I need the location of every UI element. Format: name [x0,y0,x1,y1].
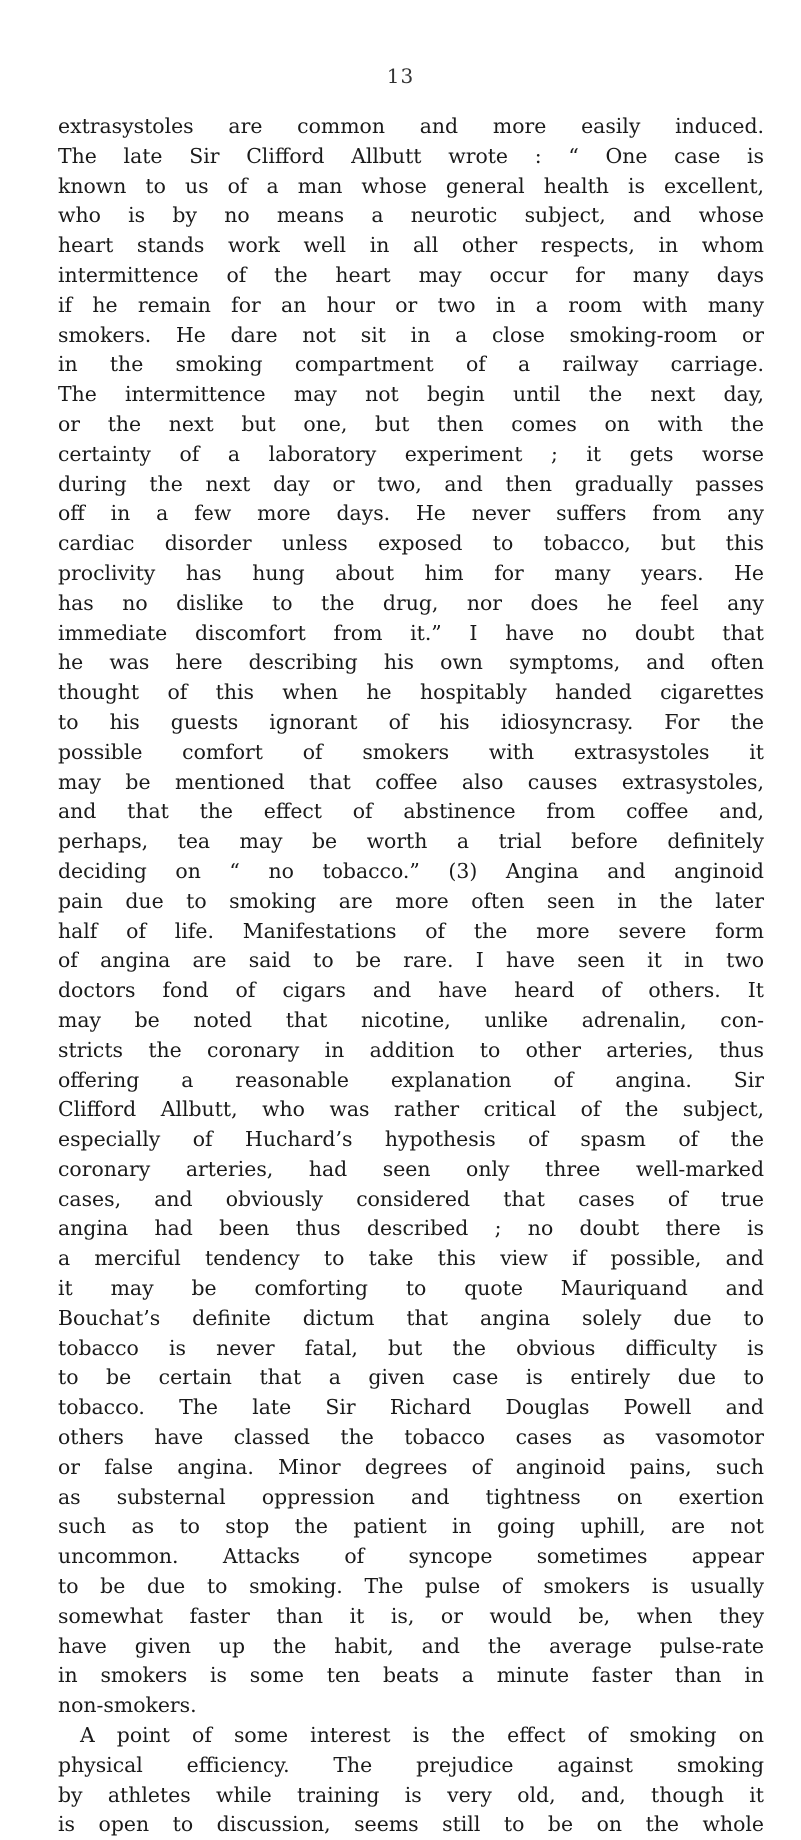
text-line: coronary arteries, had seen only three well-marked [58,1156,764,1181]
text-line: immediate discomfort from it.” I have no doubt that [58,620,764,645]
text-line: angina had been thus described ; no doubt there is [58,1216,764,1241]
text-line: in smokers is some ten beats a minute faster than in [58,1663,764,1688]
text-line: Bouchat’s definite dictum that angina solely due to [58,1305,764,1330]
text-line: deciding on “ no tobacco.” (3) Angina and anginoid [58,858,764,883]
text-line: non-smokers. [58,1693,197,1718]
text-line: as substernal oppression and tightness on exertion [58,1484,764,1509]
text-line: A point of some interest is the effect of smoking on [80,1723,764,1748]
text-line: and that the effect of abstinence from coffee and, [58,799,764,824]
text-line: may be noted that nicotine, unlike adrenalin, con- [58,1007,764,1032]
text-line: by athletes while training is very old, and, though it [58,1782,764,1807]
text-line: it may be comforting to quote Mauriquand and [58,1276,764,1301]
text-line: such as to stop the patient in going uphill, are not [58,1514,764,1539]
text-line: intermittence of the heart may occur for many days [58,262,764,287]
text-line: heart stands work well in all other respects, in whom [58,233,764,258]
text-line: during the next day or two, and then gradually passes [58,471,764,496]
text-line: The late Sir Clifford Allbutt wrote : “ One case is [58,143,764,168]
text-line: stricts the coronary in addition to other arteries, thus [58,1037,764,1062]
text-line: who is by no means a neurotic subject, and whose [58,203,764,228]
text-line: tobacco. The late Sir Richard Douglas Powell and [58,1395,764,1420]
body-text [58,112,764,1840]
text-line: off in a few more days. He never suffers from any [58,501,764,526]
text-line: to be due to smoking. The pulse of smokers is usually [58,1574,764,1599]
text-line: half of life. Manifestations of the more severe form [58,918,764,943]
text-line: possible comfort of smokers with extrasystoles it [58,739,764,764]
text-line: somewhat faster than it is, or would be, when they [58,1603,764,1628]
text-line: especially of Huchard’s hypothesis of spasm of the [58,1127,764,1152]
text-line: a merciful tendency to take this view if possible, and [58,1246,764,1271]
text-line: if he remain for an hour or two in a room with many [58,292,764,317]
text-line: or false angina. Minor degrees of anginoid pains, such [58,1454,764,1479]
text-line: perhaps, tea may be worth a trial before definitely [58,829,764,854]
text-line: uncommon. Attacks of syncope sometimes appear [58,1544,764,1569]
text-line: to his guests ignorant of his idiosyncrasy. For the [58,709,764,734]
text-line: extrasystoles are common and more easily induced. [58,114,764,138]
text-line: thought of this when he hospitably handed cigarettes [58,680,764,705]
text-line: has no dislike to the drug, nor does he feel any [58,590,764,615]
text-line: certainty of a laboratory experiment ; it gets worse [58,441,764,466]
text-line: may be mentioned that coffee also causes extrasystoles, [58,769,764,794]
text-line: others have classed the tobacco cases as vasomotor [58,1425,764,1450]
text-line: pain due to smoking are more often seen in the later [58,888,764,913]
page-number: 13 [386,64,415,88]
text-line: Clifford Allbutt, who was rather critical of the subject, [58,1097,764,1122]
text-line: cases, and obviously considered that cases of true [58,1186,764,1211]
text-line: to be certain that a given case is entirely due to [58,1365,764,1390]
text-line: The intermittence may not begin until the next day, [58,382,764,407]
text-line: cardiac disorder unless exposed to tobacco, but this [58,531,764,556]
text-line: of angina are said to be rare. I have seen it in two [58,948,764,973]
text-line: doctors fond of cigars and have heard of others. It [58,978,764,1003]
text-line: known to us of a man whose general health is excellent, [58,173,764,198]
text-line: smokers. He dare not sit in a close smoking-room or [58,322,764,347]
text-line: he was here describing his own symptoms, and often [58,650,764,675]
text-line: offering a reasonable explanation of angina. Sir [58,1067,764,1092]
text-line: have given up the habit, and the average pulse-rate [58,1633,764,1658]
text-line: or the next but one, but then comes on with the [58,411,764,436]
text-line: tobacco is never fatal, but the obvious difficulty is [58,1335,764,1360]
text-line: physical efficiency. The prejudice against smoking [58,1752,764,1777]
text-line: proclivity has hung about him for many years. He [58,560,764,585]
text-line: is open to discussion, seems still to be on the whole [58,1812,764,1837]
text-line: in the smoking compartment of a railway carriage. [58,352,764,377]
